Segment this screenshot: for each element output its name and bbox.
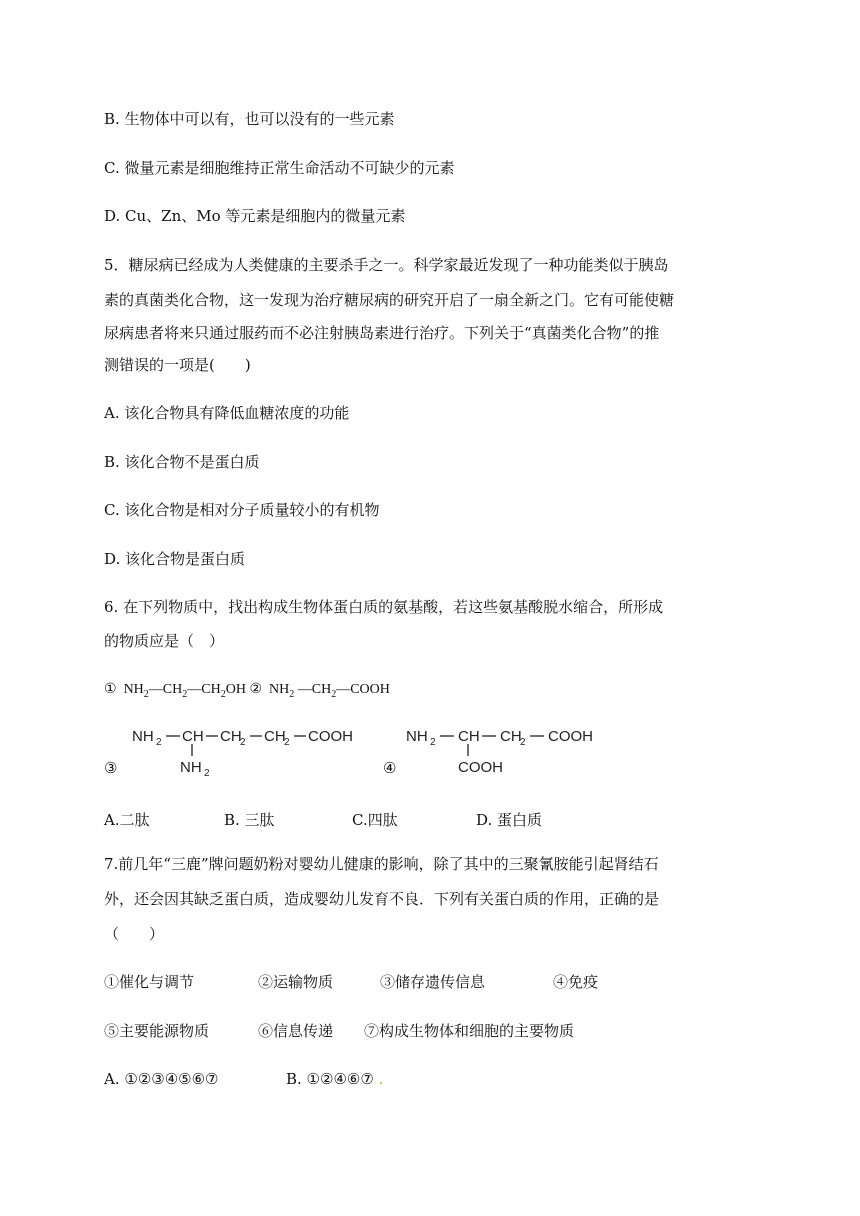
s3-ch2b: CH: [264, 728, 286, 745]
q6-stem-line-2: 的物质应是（ ）: [104, 632, 225, 650]
q6-stem-line-1: 6. 在下列物质中，找出构成生物体蛋白质的氨基酸，若这些氨基酸脱水缩合，所形成: [104, 598, 664, 616]
q4-option-d: D. Cu、Zn、Mo 等元素是细胞内的微量元素: [104, 207, 406, 225]
s4-ch: CH: [458, 728, 480, 745]
s3-ch: CH: [182, 728, 204, 745]
q6-option-d: D. 蛋白质: [476, 811, 543, 829]
svg-text:2: 2: [240, 737, 246, 748]
q6-option-a: A.二肽: [104, 811, 150, 829]
q5-option-d: D. 该化合物是蛋白质: [104, 550, 246, 568]
q7-stem-line-3: （ ）: [104, 925, 165, 943]
s3-branch: NH: [180, 759, 202, 776]
q5-stem-line-3: 尿病患者将来只通过服药而不必注射胰岛素进行治疗。下列关于“真菌类化合物”的推: [104, 324, 660, 342]
q7-item-5: ⑤主要能源物质: [104, 1022, 210, 1040]
svg-text:2: 2: [520, 737, 526, 748]
svg-text:2: 2: [284, 737, 290, 748]
q7-item-4: ④免疫: [553, 973, 599, 991]
s4-ch2: CH: [500, 728, 522, 745]
svg-text:2: 2: [204, 768, 210, 778]
q5-option-a: A. 该化合物具有降低血糖浓度的功能: [104, 404, 350, 422]
marker-1: ①: [104, 682, 117, 697]
q7-item-2: ②运输物质: [258, 973, 334, 991]
marker-3: ③: [104, 759, 118, 777]
s4-cooh: COOH: [548, 728, 593, 745]
formula-1: $NH_2—CH_2—CH_2OH$: [123, 682, 246, 700]
q4-option-c: C. 微量元素是细胞维持正常生命活动不可缺少的元素: [104, 159, 455, 177]
s4-nh: NH: [406, 728, 428, 745]
s3-cooh: COOH: [308, 728, 353, 745]
q6-option-b: B. 三肽: [224, 811, 275, 829]
trailing-mark: .: [378, 1070, 384, 1088]
q5-option-c: C. 该化合物是相对分子质量较小的有机物: [104, 501, 380, 519]
q7-item-7: ⑦构成生物体和细胞的主要物质: [364, 1022, 575, 1040]
q7-item-1: ①催化与调节: [104, 973, 195, 991]
q7-option-a: A. ①②③④⑤⑥⑦: [104, 1070, 219, 1088]
marker-4: ④: [383, 759, 397, 777]
structure-3: [126, 722, 366, 778]
q6-formula-line: [104, 680, 390, 705]
q6-option-c: C.四肽: [352, 811, 398, 829]
q7-stem-line-2: 外，还会因其缺乏蛋白质，造成婴幼儿发育不良．下列有关蛋白质的作用，正确的是: [104, 890, 660, 908]
s3-ch2a: CH: [220, 728, 242, 745]
q4-option-b: B. 生物体中可以有，也可以没有的一些元素: [104, 110, 395, 128]
formula-2: $NH_2$ $—CH_2—COOH$: [269, 682, 390, 700]
structure-4: [402, 722, 612, 778]
s4-branch: COOH: [458, 759, 503, 776]
s3-nh: NH: [132, 728, 154, 745]
q5-option-b: B. 该化合物不是蛋白质: [104, 453, 260, 471]
q7-stem-line-1: 7.前几年“三鹿”牌问题奶粉对婴幼儿健康的影响，除了其中的三聚氰胺能引起肾结石: [104, 855, 659, 873]
svg-text:2: 2: [156, 737, 162, 748]
svg-text:2: 2: [430, 737, 436, 748]
q7-option-b: B. ①②④⑥⑦ .: [286, 1070, 384, 1088]
q5-stem-line-2: 素的真菌类化合物，这一发现为治疗糖尿病的研究开启了一扇全新之门。它有可能使糖: [104, 291, 675, 309]
q7-item-6: ⑥信息传递: [258, 1022, 334, 1040]
q5-stem-line-1: 5．糖尿病已经成为人类健康的主要杀手之一。科学家最近发现了一种功能类似于胰岛: [104, 256, 669, 274]
q5-stem-line-4: 测错误的一项是( ): [104, 356, 251, 374]
marker-2: ②: [249, 682, 262, 697]
q7-item-3: ③储存遗传信息: [380, 973, 486, 991]
